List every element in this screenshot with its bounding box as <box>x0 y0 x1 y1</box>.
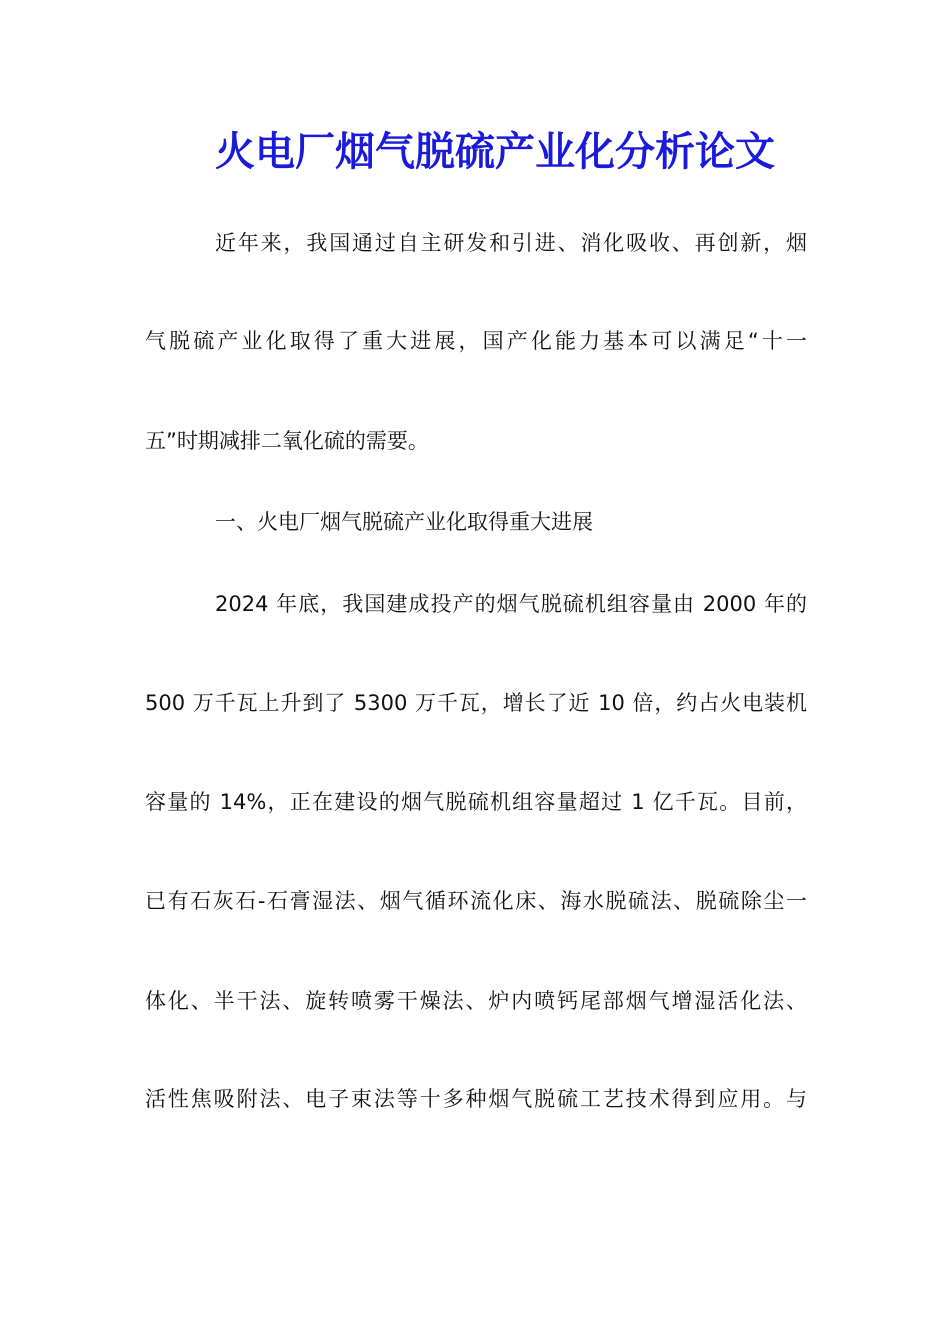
paragraph-1-line-1: 近年来，我国通过自主研发和引进、消化吸收、再创新，烟 <box>215 231 807 255</box>
paragraph-2-line-6: 活性焦吸附法、电子束法等十多种烟气脱硫工艺技术得到应用。与 <box>145 1087 807 1111</box>
paragraph-1-line-2: 气脱硫产业化取得了重大进展，国产化能力基本可以满足“十一 <box>145 329 807 353</box>
document-title: 火电厂烟气脱硫产业化分析论文 <box>215 128 775 175</box>
paragraph-2-line-3: 容量的 14%，正在建设的烟气脱硫机组容量超过 1 亿千瓦。目前， <box>145 790 807 814</box>
paragraph-2-line-5: 体化、半干法、旋转喷雾干燥法、炉内喷钙尾部烟气增湿活化法、 <box>145 989 807 1013</box>
paragraph-2-line-1: 2024 年底，我国建成投产的烟气脱硫机组容量由 2000 年的 <box>215 592 807 616</box>
paragraph-1-line-3: 五”时期减排二氧化硫的需要。 <box>145 429 429 453</box>
section-heading-1: 一、火电厂烟气脱硫产业化取得重大进展 <box>215 510 593 534</box>
paragraph-2-line-4: 已有石灰石-石膏湿法、烟气循环流化床、海水脱硫法、脱硫除尘一 <box>145 889 807 913</box>
paragraph-2-line-2: 500 万千瓦上升到了 5300 万千瓦，增长了近 10 倍，约占火电装机 <box>145 691 807 715</box>
